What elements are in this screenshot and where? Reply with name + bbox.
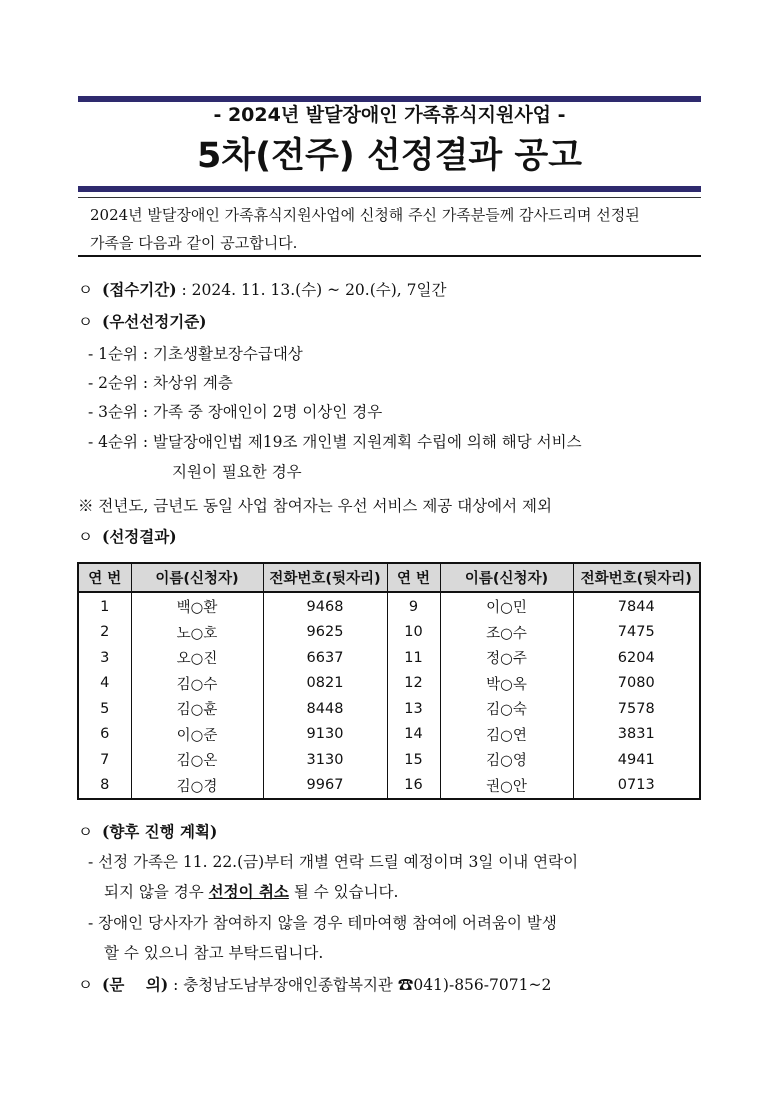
cell-name: 백○환 bbox=[131, 592, 263, 620]
cell-name: 정○주 bbox=[440, 645, 573, 671]
cell-name: 노○호 bbox=[131, 620, 263, 646]
plan-item-1-pre: 되지 않을 경우 bbox=[104, 883, 209, 901]
priority-item-2: - 2순위 : 차상위 계층 bbox=[88, 374, 233, 392]
reception-period bbox=[78, 275, 446, 305]
cancel-emphasis: 선정이 취소 bbox=[208, 882, 289, 901]
cell-name: 이○준 bbox=[131, 722, 263, 748]
table-row bbox=[78, 773, 700, 800]
cell-name: 김○영 bbox=[440, 747, 573, 773]
plan-item-1-line-1: - 선정 가족은 11. 22.(금)부터 개별 연락 드릴 예정이며 3일 이내 연락이 bbox=[88, 853, 579, 871]
cell-name: 김○연 bbox=[440, 722, 573, 748]
table-row bbox=[78, 696, 700, 722]
cell-no: 1 bbox=[78, 592, 131, 620]
document-title: 5차(전주) 선정결과 공고 bbox=[196, 136, 582, 176]
cell-phone: 3130 bbox=[263, 747, 387, 773]
cell-name: 이○민 bbox=[440, 592, 573, 620]
bullet-icon: ㅇ bbox=[78, 281, 93, 299]
cell-name: 김○수 bbox=[131, 671, 263, 697]
cell-no: 15 bbox=[387, 747, 440, 773]
contact-label: (문 의) bbox=[102, 975, 169, 994]
cell-phone: 0821 bbox=[263, 671, 387, 697]
intro-line-2: 가족을 다음과 같이 공고합니다. bbox=[90, 234, 298, 252]
selection-results-table bbox=[77, 562, 701, 800]
cell-phone: 7844 bbox=[573, 592, 700, 620]
header-no-2: 연 번 bbox=[387, 563, 440, 592]
bullet-icon: ㅇ bbox=[78, 823, 93, 841]
plan-item-2-line-2: 할 수 있으니 참고 부탁드립니다. bbox=[104, 944, 324, 962]
header-phone-2: 전화번호(뒷자리) bbox=[573, 563, 700, 592]
priority-item-1: - 1순위 : 기초생활보장수급대상 bbox=[88, 345, 303, 363]
cell-phone: 9967 bbox=[263, 773, 387, 800]
plan-heading bbox=[78, 817, 217, 847]
cell-no: 8 bbox=[78, 773, 131, 800]
cell-no: 14 bbox=[387, 722, 440, 748]
cell-phone: 9468 bbox=[263, 592, 387, 620]
cell-phone: 6204 bbox=[573, 645, 700, 671]
contact-line bbox=[78, 970, 551, 1000]
bullet-icon: ㅇ bbox=[78, 528, 93, 546]
bullet-icon: ㅇ bbox=[78, 313, 93, 331]
cell-no: 11 bbox=[387, 645, 440, 671]
cell-phone: 0713 bbox=[573, 773, 700, 800]
cell-name: 김○온 bbox=[131, 747, 263, 773]
cell-name: 박○옥 bbox=[440, 671, 573, 697]
contact-value: : 충청남도남부장애인종합복지관 ☎041)-856-7071~2 bbox=[168, 976, 552, 994]
cell-no: 7 bbox=[78, 747, 131, 773]
table-row bbox=[78, 722, 700, 748]
priority-heading bbox=[78, 307, 207, 337]
results-heading bbox=[78, 522, 177, 552]
priority-item-4: - 4순위 : 발달장애인법 제19조 개인별 지원계획 수립에 의해 해당 서비스 bbox=[88, 433, 582, 451]
cell-phone: 6637 bbox=[263, 645, 387, 671]
plan-label: (향후 진행 계획) bbox=[102, 822, 218, 841]
bullet-icon: ㅇ bbox=[78, 976, 93, 994]
cell-no: 5 bbox=[78, 696, 131, 722]
header-name-1: 이름(신청자) bbox=[131, 563, 263, 592]
intro-box bbox=[78, 197, 701, 257]
cell-no: 6 bbox=[78, 722, 131, 748]
priority-item-4-cont: 지원이 필요한 경우 bbox=[172, 463, 302, 481]
priority-item-3: - 3순위 : 가족 중 장애인이 2명 이상인 경우 bbox=[88, 403, 383, 421]
cell-no: 12 bbox=[387, 671, 440, 697]
results-label: (선정결과) bbox=[102, 527, 177, 546]
intro-line-1: 2024년 발달장애인 가족휴식지원사업에 신청해 주신 가족분들께 감사드리며 선정된 bbox=[90, 206, 640, 224]
cell-phone: 7578 bbox=[573, 696, 700, 722]
cell-name: 오○진 bbox=[131, 645, 263, 671]
table-row bbox=[78, 645, 700, 671]
cell-phone: 3831 bbox=[573, 722, 700, 748]
cell-name: 권○안 bbox=[440, 773, 573, 800]
document-subtitle: - 2024년 발달장애인 가족휴식지원사업 - bbox=[213, 104, 566, 126]
priority-label: (우선선정기준) bbox=[102, 312, 207, 331]
cell-no: 2 bbox=[78, 620, 131, 646]
cell-no: 9 bbox=[387, 592, 440, 620]
cell-name: 김○숙 bbox=[440, 696, 573, 722]
cell-phone: 9130 bbox=[263, 722, 387, 748]
title-rule bbox=[78, 186, 701, 192]
reception-value: : 2024. 11. 13.(수) ~ 20.(수), 7일간 bbox=[176, 281, 447, 299]
header-no-1: 연 번 bbox=[78, 563, 131, 592]
cell-name: 조○수 bbox=[440, 620, 573, 646]
plan-item-1-line-2 bbox=[104, 877, 398, 907]
cell-phone: 8448 bbox=[263, 696, 387, 722]
table-row bbox=[78, 620, 700, 646]
cell-no: 10 bbox=[387, 620, 440, 646]
cell-no: 4 bbox=[78, 671, 131, 697]
header-phone-1: 전화번호(뒷자리) bbox=[263, 563, 387, 592]
plan-item-1-post: 될 수 있습니다. bbox=[288, 883, 399, 901]
cell-phone: 7475 bbox=[573, 620, 700, 646]
table-body bbox=[78, 592, 700, 799]
plan-item-2-line-1: - 장애인 당사자가 참여하지 않을 경우 테마여행 참여에 어려움이 발생 bbox=[88, 914, 557, 932]
cell-no: 13 bbox=[387, 696, 440, 722]
exclusion-note: ※ 전년도, 금년도 동일 사업 참여자는 우선 서비스 제공 대상에서 제외 bbox=[78, 497, 552, 515]
table-row bbox=[78, 747, 700, 773]
reception-label: (접수기간) bbox=[102, 280, 177, 299]
cell-phone: 4941 bbox=[573, 747, 700, 773]
cell-phone: 7080 bbox=[573, 671, 700, 697]
cell-no: 3 bbox=[78, 645, 131, 671]
table-row bbox=[78, 592, 700, 620]
cell-name: 김○훈 bbox=[131, 696, 263, 722]
table-row bbox=[78, 671, 700, 697]
cell-no: 16 bbox=[387, 773, 440, 800]
header-name-2: 이름(신청자) bbox=[440, 563, 573, 592]
cell-name: 김○경 bbox=[131, 773, 263, 800]
cell-phone: 9625 bbox=[263, 620, 387, 646]
table-header-row bbox=[78, 563, 700, 592]
